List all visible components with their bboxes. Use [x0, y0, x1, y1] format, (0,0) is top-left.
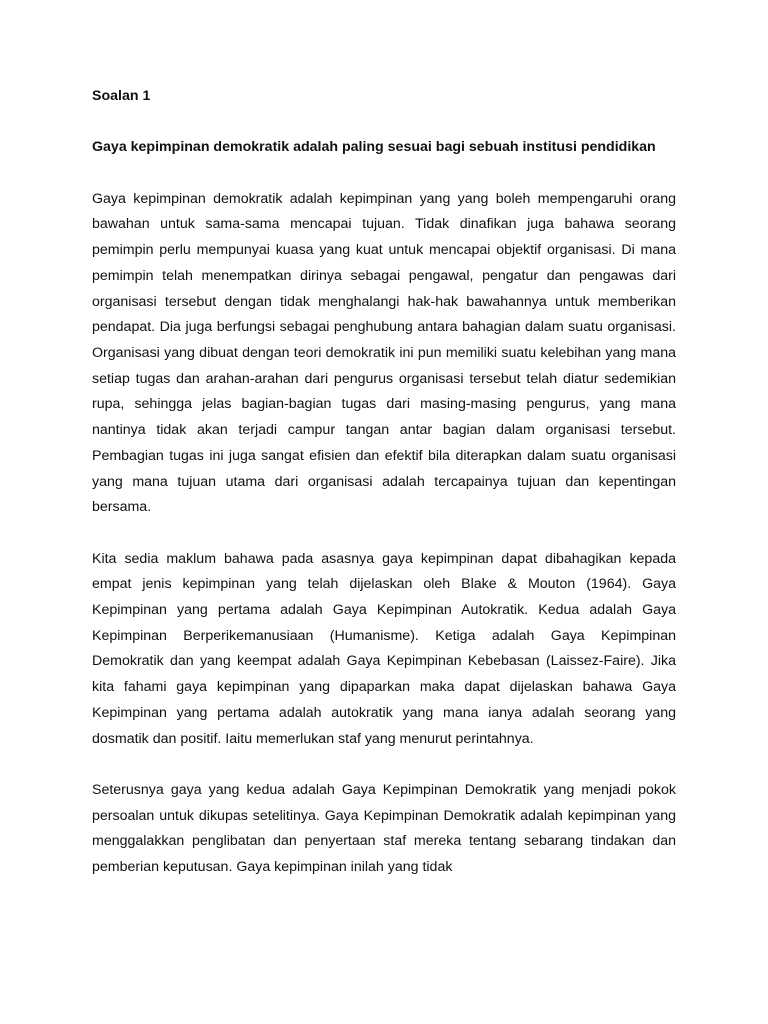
question-heading: Soalan 1 — [92, 88, 151, 104]
spacer — [92, 752, 676, 778]
spacer — [92, 161, 676, 187]
spacer — [92, 521, 676, 547]
paragraph-3: Seterusnya gaya yang kedua adalah Gaya Kepimpinan Demokratik yang menjadi pokok persoalan untuk dikupas setelitinya. Gaya Kepimpinan Demokratik adalah kepimpinan yang menggalakkan penglibatan dan penyertaan staf mereka tentang sebarang tindakan dan pemberian keputusan. Gaya kepimpinan inilah yang tidak — [92, 781, 676, 876]
spacer — [92, 110, 676, 136]
paragraph-1: Gaya kepimpinan demokratik adalah kepimpinan yang yang boleh mempengaruhi orang bawahan untuk sama-sama mencapai tujuan. Tidak dinafikan juga bahawa seorang pemimpin perlu mempunyai kuasa yang kuat untuk mencapai objektif organisasi. Di mana pemimpin telah menempatkan dirinya sebagai pengawal, pengatur dan pengawas dari organisasi tersebut dengan tidak menghalangi hak-hak bawahannya untuk memberikan pendapat. Dia juga berfungsi sebagai penghubung antara bahagian dalam suatu organisasi. Organisasi yang dibuat dengan teori demokratik ini pun memiliki suatu kelebihan yang mana setiap tugas dan arahan-arahan dari pengurus organisasi tersebut telah diatur sedemikian rupa, sehingga jelas bagian-bagian tugas dari masing-masing pengurus, yang mana nantinya tidak akan terjadi campur tangan antar bagian dalam organisasi tersebut. Pembagian tugas ini juga sangat efisien dan efektif bila diterapkan dalam suatu organisasi yang mana tujuan utama dari organisasi adalah tercapainya tujuan dan kepentingan bersama. — [92, 190, 676, 516]
document-body — [92, 84, 676, 881]
paragraph-2: Kita sedia maklum bahawa pada asasnya gaya kepimpinan dapat dibahagikan kepada empat jenis kepimpinan yang telah dijelaskan oleh Blake & Mouton (1964). Gaya Kepimpinan yang pertama adalah Gaya Kepimpinan Autokratik. Kedua adalah Gaya Kepimpinan Berperikemanusiaan (Humanisme). Ketiga adalah Gaya Kepimpinan Demokratik dan yang keempat adalah Gaya Kepimpinan Kebebasan (Laissez-Faire). Jika kita fahami gaya kepimpinan yang dipaparkan maka dapat dijelaskan bahawa Gaya Kepimpinan yang pertama adalah autokratik yang mana ianya adalah seorang yang dosmatik dan positif. Iaitu memerlukan staf yang menurut perintahnya. — [92, 550, 676, 747]
essay-title: Gaya kepimpinan demokratik adalah paling sesuai bagi sebuah institusi pendidikan — [92, 139, 656, 156]
